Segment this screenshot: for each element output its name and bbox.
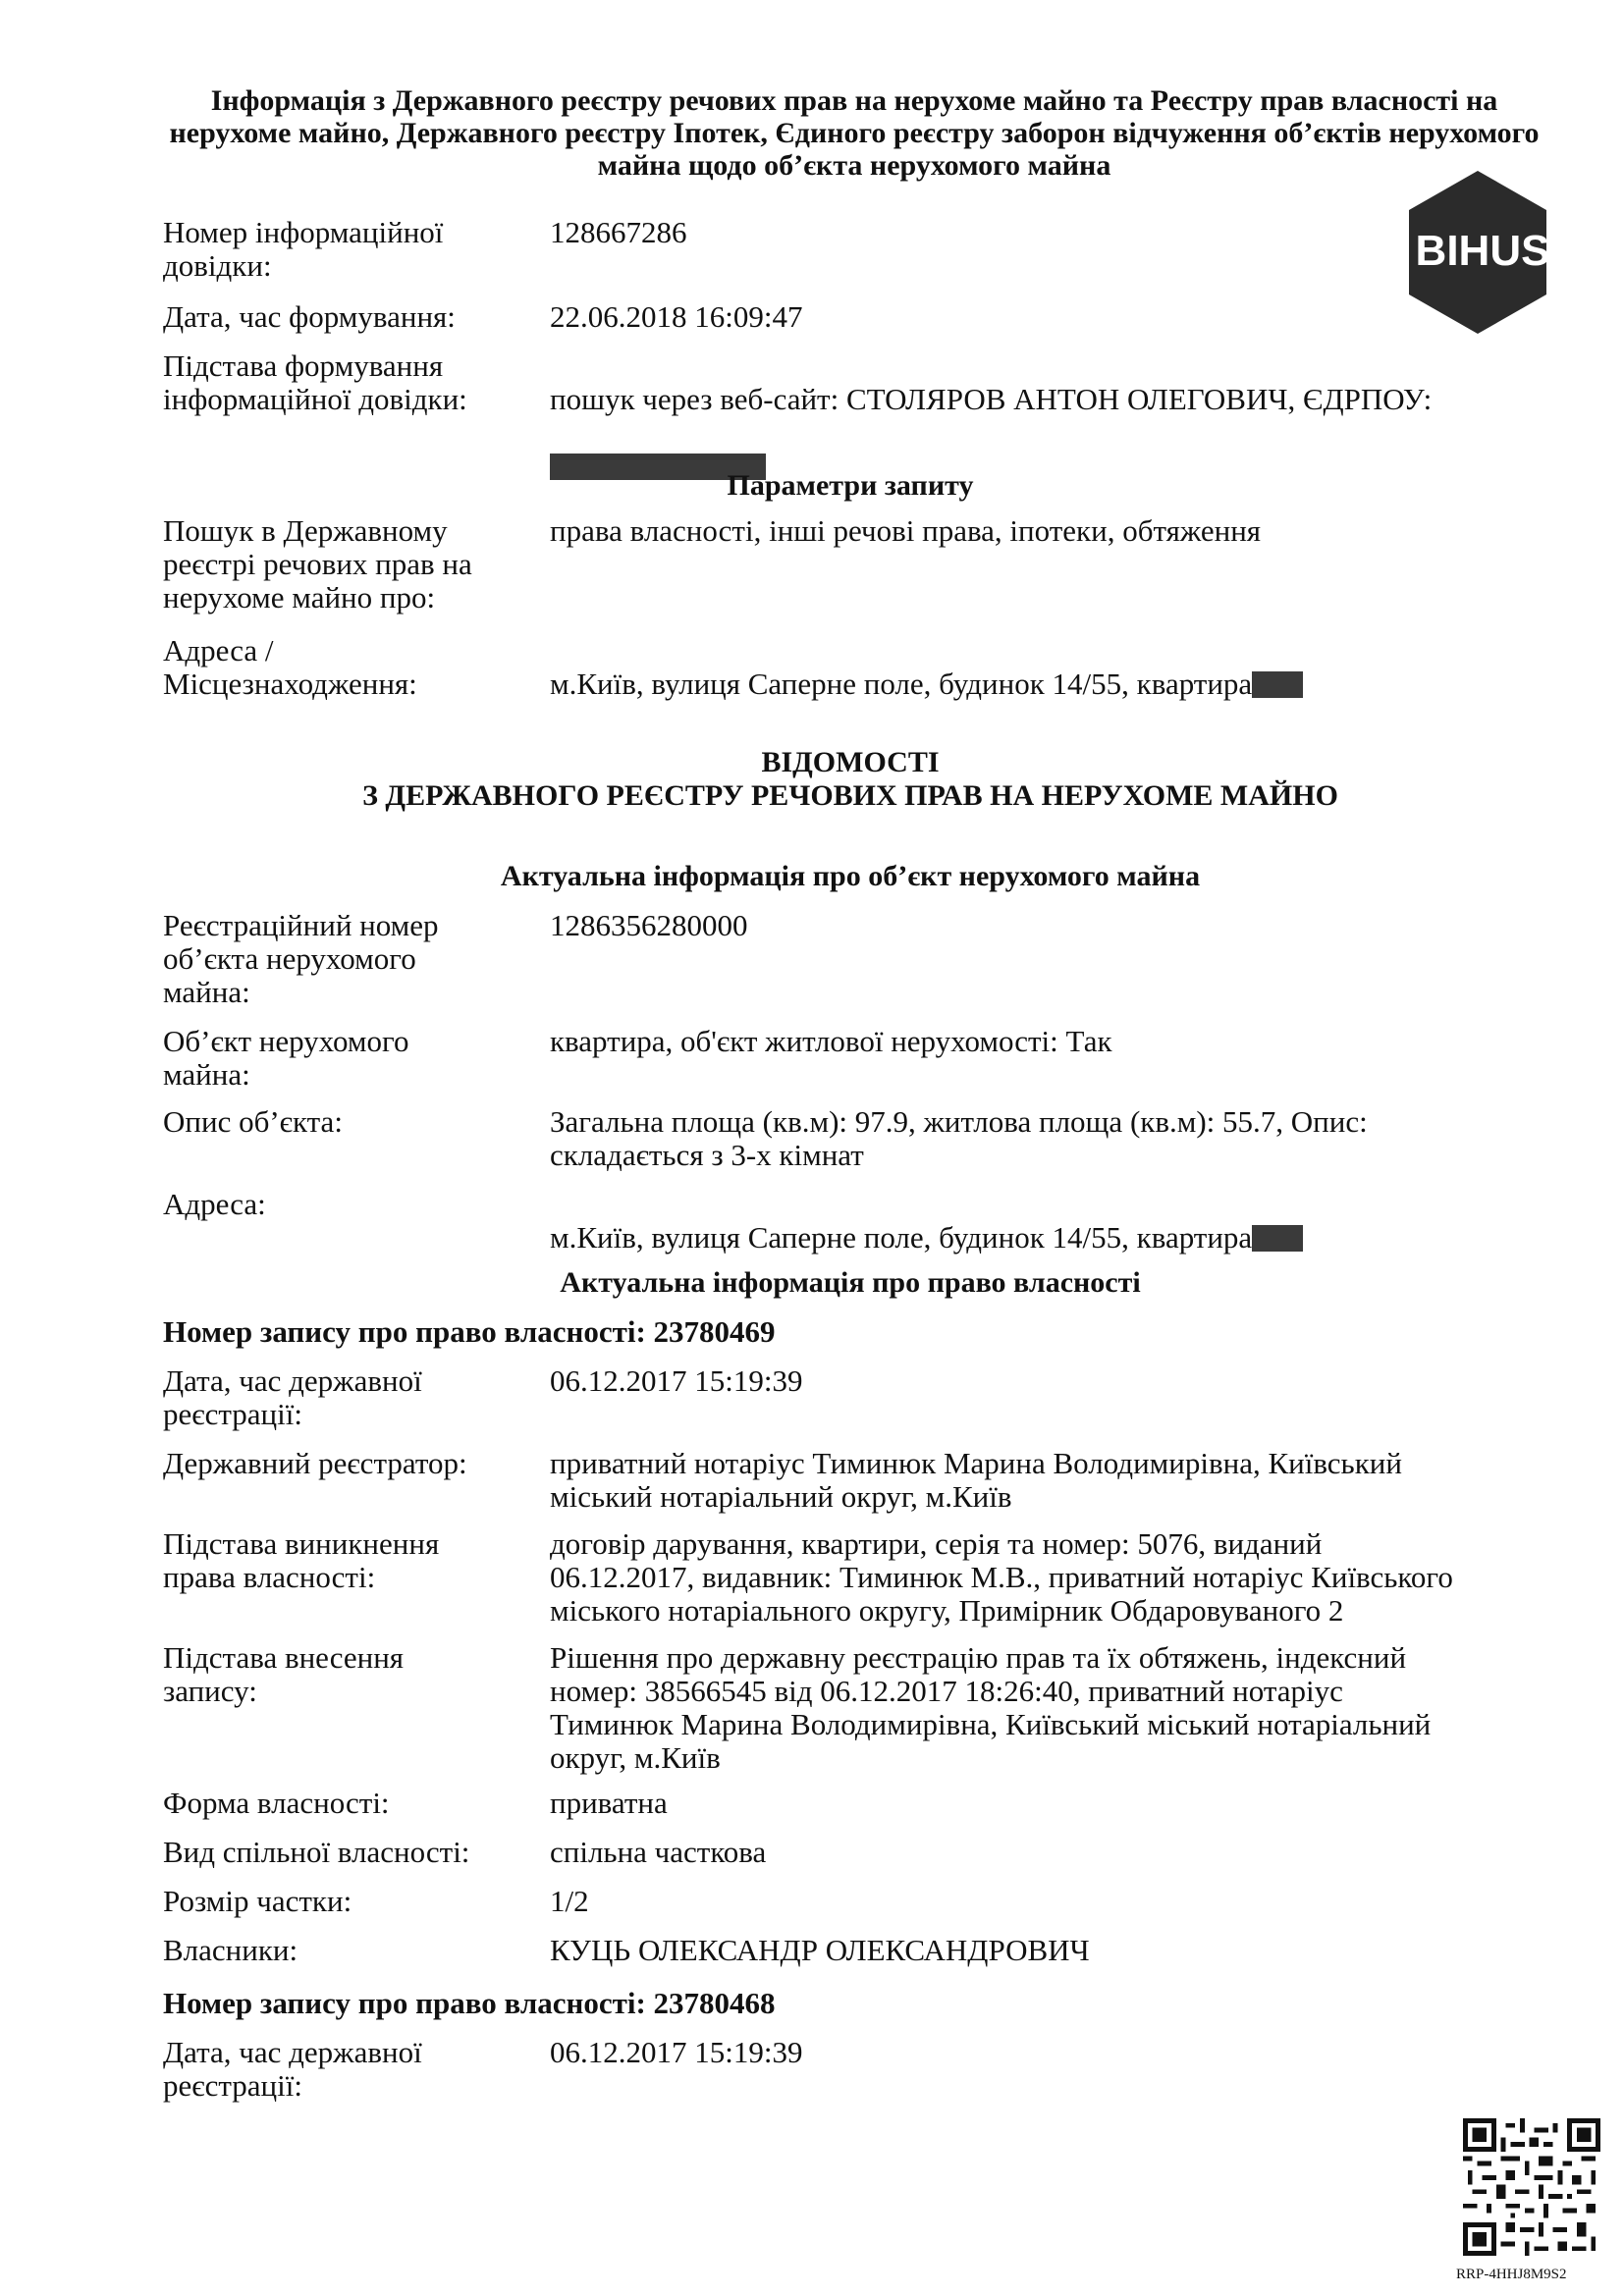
document-code: RRP-4HHJ8M9S2: [1456, 2267, 1567, 2282]
registry-heading-line2: З ДЕРЖАВНОГО РЕЄСТРУ РЕЧОВИХ ПРАВ НА НЕРУХОМЕ МАЙНО: [362, 779, 1338, 812]
record1-basis-value: договір дарування, квартири, серія та номер: 5076, виданий 06.12.2017, видавник: Тиминюк М.В., приватний нотаріус Київського міського нотаріального округу, Примірник Обдаровуваного 2: [550, 1526, 1453, 1628]
record1-basis-label: Підстава виникнення права власності:: [163, 1526, 440, 1594]
record2-date-label: Дата, час державної реєстрації:: [163, 2035, 422, 2103]
params-search-label: Пошук в Державному реєстрі речових прав на нерухоме майно про:: [163, 513, 472, 614]
params-address-value: м.Київ, вулиця Саперне поле, будинок 14/55, квартира: [550, 667, 1253, 701]
object-value: квартира, об'єкт житлової нерухомості: Так: [550, 1024, 1112, 1058]
info-basis-value: пошук через веб-сайт: СТОЛЯРОВ АНТОН ОЛЕГОВИЧ, ЄДРПОУ:: [550, 382, 1433, 416]
record1-date-value: 06.12.2017 15:19:39: [550, 1363, 803, 1398]
info-basis-label: Підстава формування інформаційної довідки:: [163, 348, 467, 416]
object-label: Об’єкт нерухомого майна:: [163, 1024, 409, 1092]
redaction-bar: [1252, 671, 1303, 698]
params-heading: Параметри запиту: [727, 469, 974, 502]
record1-registrar-label: Державний реєстратор:: [163, 1446, 467, 1480]
params-address-label: Адреса / Місцезнаходження:: [163, 633, 417, 701]
record1-form-value: приватна: [550, 1786, 668, 1820]
params-search-value: права власності, інші речові права, іпотеки, обтяження: [550, 513, 1262, 548]
record1-form-label: Форма власності:: [163, 1786, 390, 1820]
qr-code: [1463, 2118, 1600, 2256]
registry-heading-line1: ВІДОМОСТІ: [761, 746, 940, 778]
record1-entry-label: Підстава внесення запису:: [163, 1640, 405, 1708]
document-title: Інформація з Державного реєстру речових прав на нерухоме майно та Реєстру прав власності на нерухоме майно, Державного реєстру Іпотек, Єдиного реєстру заборон відчуження об’єктів нерухомого майна щодо об’єкта нерухомого майна: [169, 84, 1540, 182]
object-heading: Актуальна інформація про об’єкт нерухомого майна: [500, 860, 1201, 892]
record1-share-value: 1/2: [550, 1884, 589, 1918]
reg-no-label: Реєстраційний номер об’єкта нерухомого майна:: [163, 908, 439, 1009]
description-label: Опис об’єкта:: [163, 1104, 343, 1139]
info-number-label: Номер інформаційної довідки:: [163, 215, 444, 283]
record1-owners-value: КУЦЬ ОЛЕКСАНДР ОЛЕКСАНДРОВИЧ: [550, 1933, 1090, 1967]
record1-share-label: Розмір частки:: [163, 1884, 352, 1918]
record1-registrar-value: приватний нотаріус Тиминюк Марина Володимирівна, Київський міський нотаріальний округ, м.Київ: [550, 1446, 1402, 1514]
object-address-value: м.Київ, вулиця Саперне поле, будинок 14/55, квартира: [550, 1220, 1253, 1255]
record2-date-value: 06.12.2017 15:19:39: [550, 2035, 803, 2069]
info-date-label: Дата, час формування:: [163, 299, 456, 334]
description-value: Загальна площа (кв.м): 97.9, житлова площа (кв.м): 55.7, Опис: складається з 3-х кімнат: [550, 1104, 1368, 1172]
reg-no-value: 1286356280000: [550, 908, 748, 942]
record1-owners-label: Власники:: [163, 1933, 298, 1967]
record1-date-label: Дата, час державної реєстрації:: [163, 1363, 422, 1431]
record1-joint-label: Вид спільної власності:: [163, 1835, 470, 1869]
record-title: Номер запису про право власності: 23780469: [163, 1314, 776, 1349]
object-address-label: Адреса:: [163, 1187, 266, 1221]
record1-joint-value: спільна часткова: [550, 1835, 767, 1869]
info-number-value: 128667286: [550, 215, 687, 249]
redaction-bar: [1252, 1225, 1303, 1252]
record1-entry-value: Рішення про державну реєстрацію прав та їх обтяжень, індексний номер: 38566545 від 06.12.2017 18:26:40, приватний нотаріус Тиминюк Марина Володимирівна, Київський міський нотаріальний округ, м.Київ: [550, 1640, 1432, 1775]
ownership-heading: Актуальна інформація про право власності: [560, 1266, 1141, 1299]
record-title: Номер запису про право власності: 23780468: [163, 1986, 776, 2020]
info-date-value: 22.06.2018 16:09:47: [550, 299, 803, 334]
logo-text: BIHUS: [1415, 227, 1550, 275]
